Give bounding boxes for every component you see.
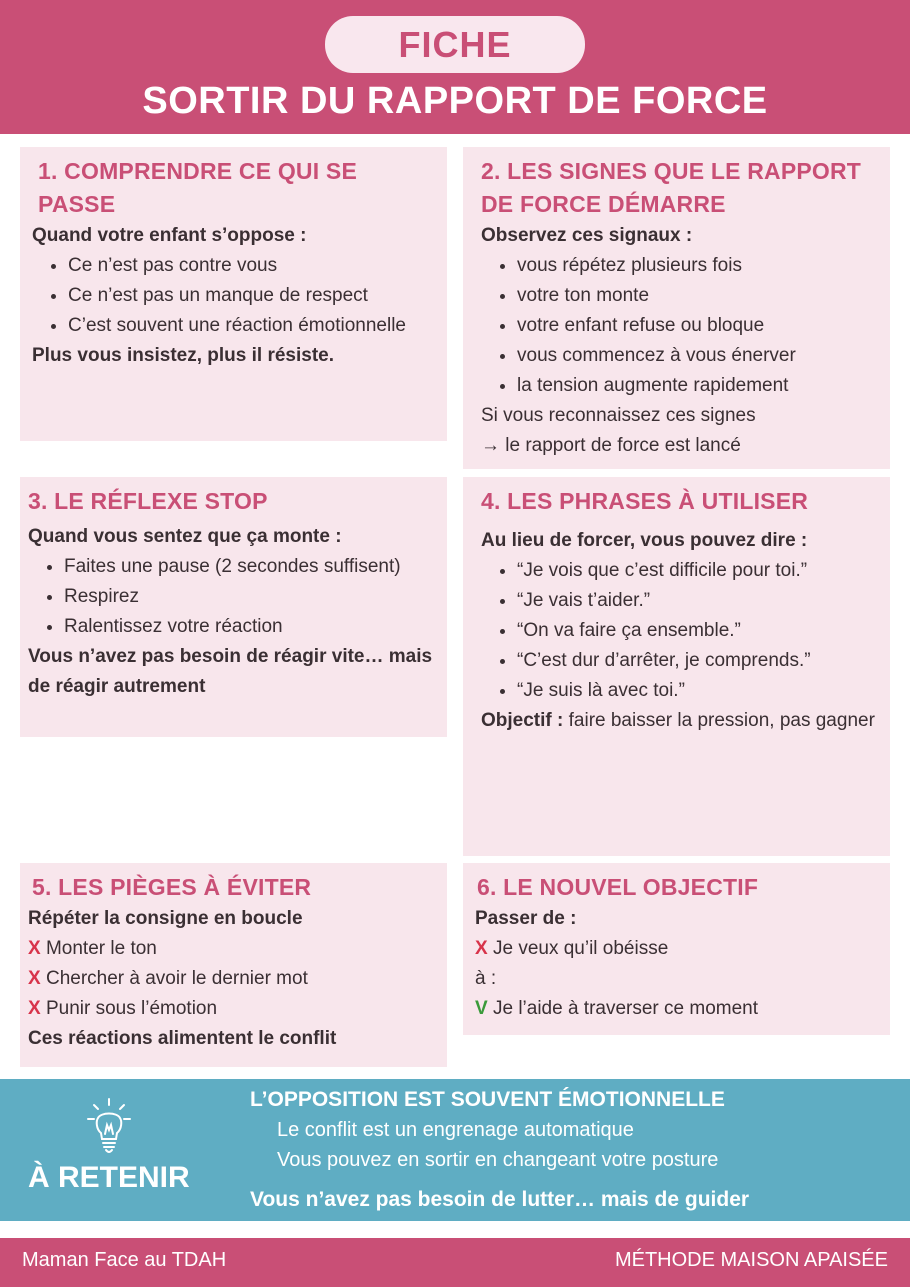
footer-brand: Maman Face au TDAH (22, 1249, 227, 1271)
section-goal (481, 706, 878, 736)
from-line (475, 934, 878, 964)
list-item: • “C’est dur d’arrêter, je comprends.” (517, 646, 878, 676)
trap-text: Monter le ton (45, 938, 157, 959)
trap-item (28, 994, 435, 1024)
list-item: • Ralentissez votre réaction (64, 612, 435, 642)
header-badge: FICHE (325, 16, 585, 73)
section-lead: Observez ces signaux : (481, 225, 693, 246)
list-item: • “Je vais t’aider.” (517, 586, 878, 616)
lightbulb-icon (86, 1097, 132, 1155)
retain-line: Vous pouvez en sortir en changeant votre posture (277, 1149, 719, 1171)
trap-text: Chercher à avoir le dernier mot (45, 968, 308, 989)
trap-text: Punir sous l’émotion (45, 998, 218, 1019)
section-list (32, 251, 435, 341)
section-conclusion: Ces réactions alimentent le conflit (28, 1028, 337, 1049)
section-card-6 (463, 863, 890, 1035)
to-line (475, 994, 878, 1024)
page-title: SORTIR DU RAPPORT DE FORCE (142, 80, 768, 122)
section-title: 6. LE NOUVEL OBJECTIF (477, 874, 759, 900)
trap-item (28, 964, 435, 994)
list-item: • “On va faire ça ensemble.” (517, 616, 878, 646)
list-item: • Faites une pause (2 secondes suffisent) (64, 552, 435, 582)
check-icon: V (475, 998, 488, 1019)
retain-heading: L’OPPOSITION EST SOUVENT ÉMOTIONNELLE (250, 1088, 725, 1111)
section-card-5 (20, 863, 447, 1067)
section-conclusion: Plus vous insistez, plus il résiste. (32, 345, 334, 366)
to-text: Je l’aide à traverser ce moment (492, 998, 759, 1019)
list-item: • Respirez (64, 582, 435, 612)
list-item: • “Je vois que c’est difficile pour toi.” (517, 556, 878, 586)
list-item: • Ce n’est pas contre vous (68, 251, 435, 281)
section-note-arrow: → le rapport de force est lancé (481, 435, 741, 456)
list-item: • votre ton monte (517, 281, 878, 311)
section-list (28, 552, 435, 642)
cross-icon: X (28, 998, 41, 1019)
goal-text: faire baisser la pression, pas gagner (563, 710, 875, 731)
section-title: 4. LES PHRASES À UTILISER (481, 488, 809, 514)
section-lead: Au lieu de forcer, vous pouvez dire : (481, 530, 808, 551)
section-title: 3. LE RÉFLEXE STOP (28, 488, 268, 514)
section-card-1 (20, 147, 447, 441)
section-list (481, 556, 878, 706)
list-item: • la tension augmente rapidement (517, 371, 878, 401)
footer-bar (0, 1238, 910, 1287)
section-lead: Quand vous sentez que ça monte : (28, 526, 342, 547)
connector-text: à : (475, 968, 497, 989)
retain-line: Le conflit est un engrenage automatique (277, 1119, 634, 1141)
cross-icon: X (28, 938, 41, 959)
list-item: • Ce n’est pas un manque de respect (68, 281, 435, 311)
retain-banner (0, 1079, 910, 1221)
cross-icon: X (28, 968, 41, 989)
header-banner (0, 0, 910, 134)
list-item: • C’est souvent une réaction émotionnelle (68, 311, 435, 341)
section-card-4 (463, 477, 890, 856)
retain-conclusion: Vous n’avez pas besoin de lutter… mais de guider (250, 1188, 750, 1211)
footer-method: MÉTHODE MAISON APAISÉE (614, 1249, 888, 1271)
list-item: • vous répétez plusieurs fois (517, 251, 878, 281)
retain-label: À RETENIR (28, 1161, 190, 1194)
section-list (481, 251, 878, 401)
list-item: • vous commencez à vous énerver (517, 341, 878, 371)
list-item: • votre enfant refuse ou bloque (517, 311, 878, 341)
section-card-2 (463, 147, 890, 469)
section-card-3 (20, 477, 447, 737)
section-title: 5. LES PIÈGES À ÉVITER (32, 874, 312, 900)
section-note: Si vous reconnaissez ces signes (481, 405, 756, 426)
section-title: 2. LES SIGNES QUE LE RAPPORT DE FORCE DÉMARRE (481, 158, 862, 217)
section-lead: Passer de : (475, 908, 577, 929)
trap-item (28, 934, 435, 964)
from-text: Je veux qu’il obéisse (492, 938, 669, 959)
section-lead: Répéter la consigne en boucle (28, 908, 303, 929)
section-lead: Quand votre enfant s’oppose : (32, 225, 307, 246)
section-conclusion: Vous n’avez pas besoin de réagir vite… mais de réagir autrement (28, 646, 433, 697)
goal-label: Objectif : (481, 710, 564, 731)
cross-icon: X (475, 938, 488, 959)
list-item: • “Je suis là avec toi.” (517, 676, 878, 706)
section-title: 1. COMPRENDRE CE QUI SE PASSE (38, 158, 357, 217)
